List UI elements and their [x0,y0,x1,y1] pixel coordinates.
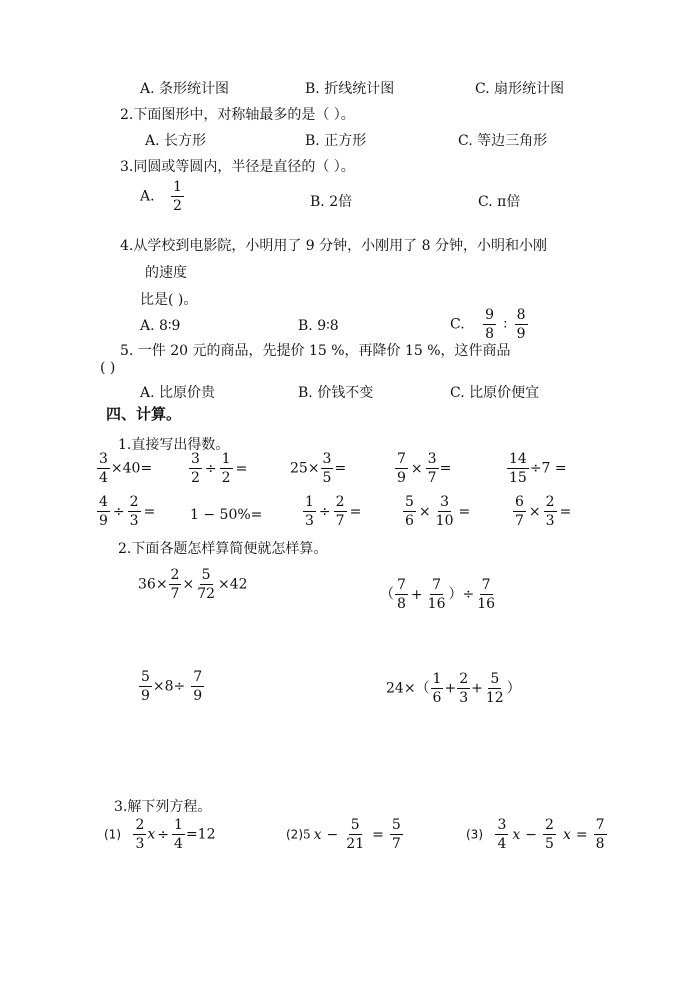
variable-x: x [512,826,521,843]
option-label: C. [450,316,465,333]
denominator: 7 [427,470,437,486]
equals: = [235,460,248,477]
numerator: 5 [490,671,500,687]
numerator: 7 [481,577,491,593]
numerator: 1 [221,451,231,467]
numerator: 7 [397,451,406,467]
equation-label: (3) [466,827,483,842]
operator: + [444,680,457,697]
denominator: 9 [193,688,203,704]
fraction [97,452,110,485]
fraction [133,818,146,851]
denominator: 4 [497,836,507,852]
equals: = [334,460,347,477]
numerator: 5 [405,494,414,510]
numerator: 7 [193,669,203,685]
ratio-colon: ∶ [503,316,508,333]
numerator: 3 [427,451,437,467]
fraction [426,578,448,611]
q3-option-a-label: A. [140,188,155,205]
operator: ÷ [318,503,331,520]
expression-text: ×40= [110,460,153,477]
direct-r2-e4 [402,495,472,528]
numerator: 7 [397,577,406,593]
direct-r1-e1 [96,452,152,485]
denominator: 4 [99,470,108,486]
fraction [395,452,408,485]
sub-heading-1: 1.直接写出得数。 [118,437,230,453]
q5-option-a: A. 比原价贵 [140,385,216,401]
numerator: 2 [545,817,554,833]
section-4-title: 四、计算。 [106,405,182,423]
numerator: 3 [440,494,450,510]
denominator: 2 [173,198,182,214]
operator: + [410,586,423,603]
denominator: 7 [391,836,401,852]
fraction [139,670,152,703]
denominator: 12 [485,690,504,706]
q4-stem-line2: 的速度 [145,265,187,281]
sub-heading-2: 2.下面各题怎样算简便就怎样算。 [118,541,328,557]
denominator: 16 [477,596,496,612]
fraction [128,495,141,528]
numerator: 3 [191,451,200,467]
simplify-p2 [380,578,498,611]
operator: ÷ [157,826,170,843]
direct-r1-e4 [394,452,451,485]
expression-text: ×8÷ [152,678,186,695]
q3-option-a [140,180,185,213]
denominator: 8 [595,836,605,852]
equation-2 [286,818,404,851]
fraction [169,568,182,601]
numerator: 1 [305,494,314,510]
operator: × [410,460,423,477]
numerator: 2 [135,817,145,833]
right-paren-divide: ）÷ [448,586,475,603]
simplify-p1 [138,568,248,601]
expression-text: 24×（ [386,680,430,697]
fraction [431,672,444,705]
fraction [426,452,439,485]
numerator: 6 [515,494,524,510]
q4-option-b: B. 9∶8 [298,318,339,334]
q4-stem-line1: 4.从学校到电影院，小明用了 9 分钟，小刚用了 8 分钟，小明和小刚 [120,238,547,254]
q3-option-b: B. 2倍 [310,194,353,210]
variable-x: x [147,826,156,843]
denominator: 9 [141,688,150,704]
q4-option-c [450,308,529,341]
fraction [303,495,316,528]
numerator: 3 [322,451,332,467]
denominator: 15 [509,470,527,486]
operator: × [182,576,195,593]
q2-option-b: B. 正方形 [305,133,367,149]
numerator: 5 [201,567,211,583]
numerator: 2 [459,671,469,687]
denominator: 2 [191,470,200,486]
q5-stem-line2: ( ) [100,360,116,376]
q2-option-c: C. 等边三角形 [458,133,548,149]
fraction [390,818,403,851]
equals: = [575,826,588,843]
denominator: 5 [545,836,554,852]
numerator: 1 [174,817,183,833]
denominator: 9 [516,326,526,342]
fraction [97,495,110,528]
numerator: 1 [432,671,442,687]
denominator: 8 [485,326,495,342]
equation-3 [466,818,608,851]
direct-r2-e2: 1 − 50%= [190,507,263,523]
numerator: 1 [173,179,182,195]
fraction [191,670,204,703]
simplify-p4 [386,672,521,705]
numerator: 7 [432,577,442,593]
expression-text: 25× [290,460,320,477]
expression-text: ×42 [218,576,248,593]
denominator: 8 [397,596,406,612]
numerator: 2 [545,494,555,510]
fraction [189,452,202,485]
numerator: 8 [516,307,526,323]
fraction [484,672,506,705]
equals: = [143,503,156,520]
equation-1 [104,818,215,851]
fraction [594,818,607,851]
expression-text: ÷7 = [529,460,567,477]
equation-label: (1) [104,827,121,842]
right-paren: ） [506,680,521,697]
direct-r1-e3 [290,452,346,485]
direct-r2-e3 [302,495,363,528]
denominator: 3 [305,513,314,529]
fraction [171,180,184,213]
denominator: 9 [397,470,406,486]
denominator: 21 [346,836,365,852]
coefficient: 5 [303,827,311,842]
denominator: 6 [405,513,414,529]
equals: = [559,503,572,520]
operator: + [471,680,483,697]
fraction [515,308,528,341]
denominator: 7 [335,513,345,529]
fraction [403,495,416,528]
q2-option-a: A. 长方形 [145,133,207,149]
q1-option-b: B. 折线统计图 [305,81,395,97]
numerator: 9 [485,307,495,323]
numerator: 5 [350,817,360,833]
operator: ÷ [112,503,125,520]
fraction [495,818,508,851]
fraction [483,308,496,341]
fraction [172,818,185,851]
q3-stem: 3.同圆或等圆内，半径是直径的（ ）。 [120,159,355,175]
q3-option-c: C. π倍 [478,194,521,210]
fraction [544,495,557,528]
denominator: 4 [174,836,183,852]
numerator: 2 [335,494,345,510]
denominator: 3 [545,513,555,529]
fraction [475,578,497,611]
q1-option-c: C. 扇形统计图 [475,81,565,97]
fraction [195,568,217,601]
numerator: 2 [129,494,139,510]
direct-r2-e1 [96,495,157,528]
q5-stem-line1: 5. 一件 20 元的商品，先提价 15 %，再降价 15 %，这件商品 [120,343,511,359]
denominator: 16 [427,596,446,612]
simplify-p3 [138,670,205,703]
numerator: 7 [595,817,605,833]
denominator: 3 [459,690,469,706]
q1-option-a: A. 条形统计图 [140,81,230,97]
operator: × [528,503,541,520]
variable-x: x [562,826,571,843]
equals: = [372,826,384,843]
fraction [321,452,334,485]
numerator: 5 [391,817,401,833]
denominator: 2 [221,470,231,486]
denominator: 3 [135,836,145,852]
direct-r1-e2 [188,452,249,485]
q5-option-b: B. 价钱不变 [298,385,374,401]
q5-option-c: C. 比原价便宜 [450,385,540,401]
denominator: 10 [435,513,454,529]
fraction [543,818,556,851]
fraction [434,495,456,528]
numerator: 4 [99,494,108,510]
fraction [220,452,233,485]
equals: = [458,503,471,520]
denominator: 5 [322,470,332,486]
fraction [457,672,470,705]
numerator: 5 [141,669,150,685]
operator: − [525,826,538,843]
left-paren: （ [380,586,394,603]
fraction [395,578,408,611]
q4-stem-line3: 比是( )。 [140,292,198,308]
direct-r2-e5 [512,495,573,528]
denominator: 3 [129,513,139,529]
equals: = [349,503,362,520]
fraction [334,495,347,528]
denominator: 72 [197,586,216,602]
sub-heading-3: 3.解下列方程。 [114,799,212,815]
expression-text: 36× [138,576,168,593]
denominator: 7 [170,586,180,602]
denominator: 6 [432,690,442,706]
denominator: 7 [515,513,524,529]
numerator: 3 [99,451,108,467]
operator: ÷ [204,460,217,477]
numerator: 2 [170,567,180,583]
direct-r1-e5 [506,452,567,485]
q2-stem: 2.下面图形中，对称轴最多的是（ ）。 [120,107,355,123]
operator: − [326,826,339,843]
numerator: 3 [497,817,507,833]
fraction [513,495,526,528]
equation-rhs: =12 [185,826,216,843]
fraction [507,452,529,485]
denominator: 9 [99,513,108,529]
q4-option-a: A. 8∶9 [140,318,181,334]
equation-label: (2) [286,827,303,842]
equals: = [439,460,452,477]
variable-x: x [313,826,322,843]
fraction [344,818,366,851]
operator: × [418,503,431,520]
numerator: 14 [509,451,527,467]
